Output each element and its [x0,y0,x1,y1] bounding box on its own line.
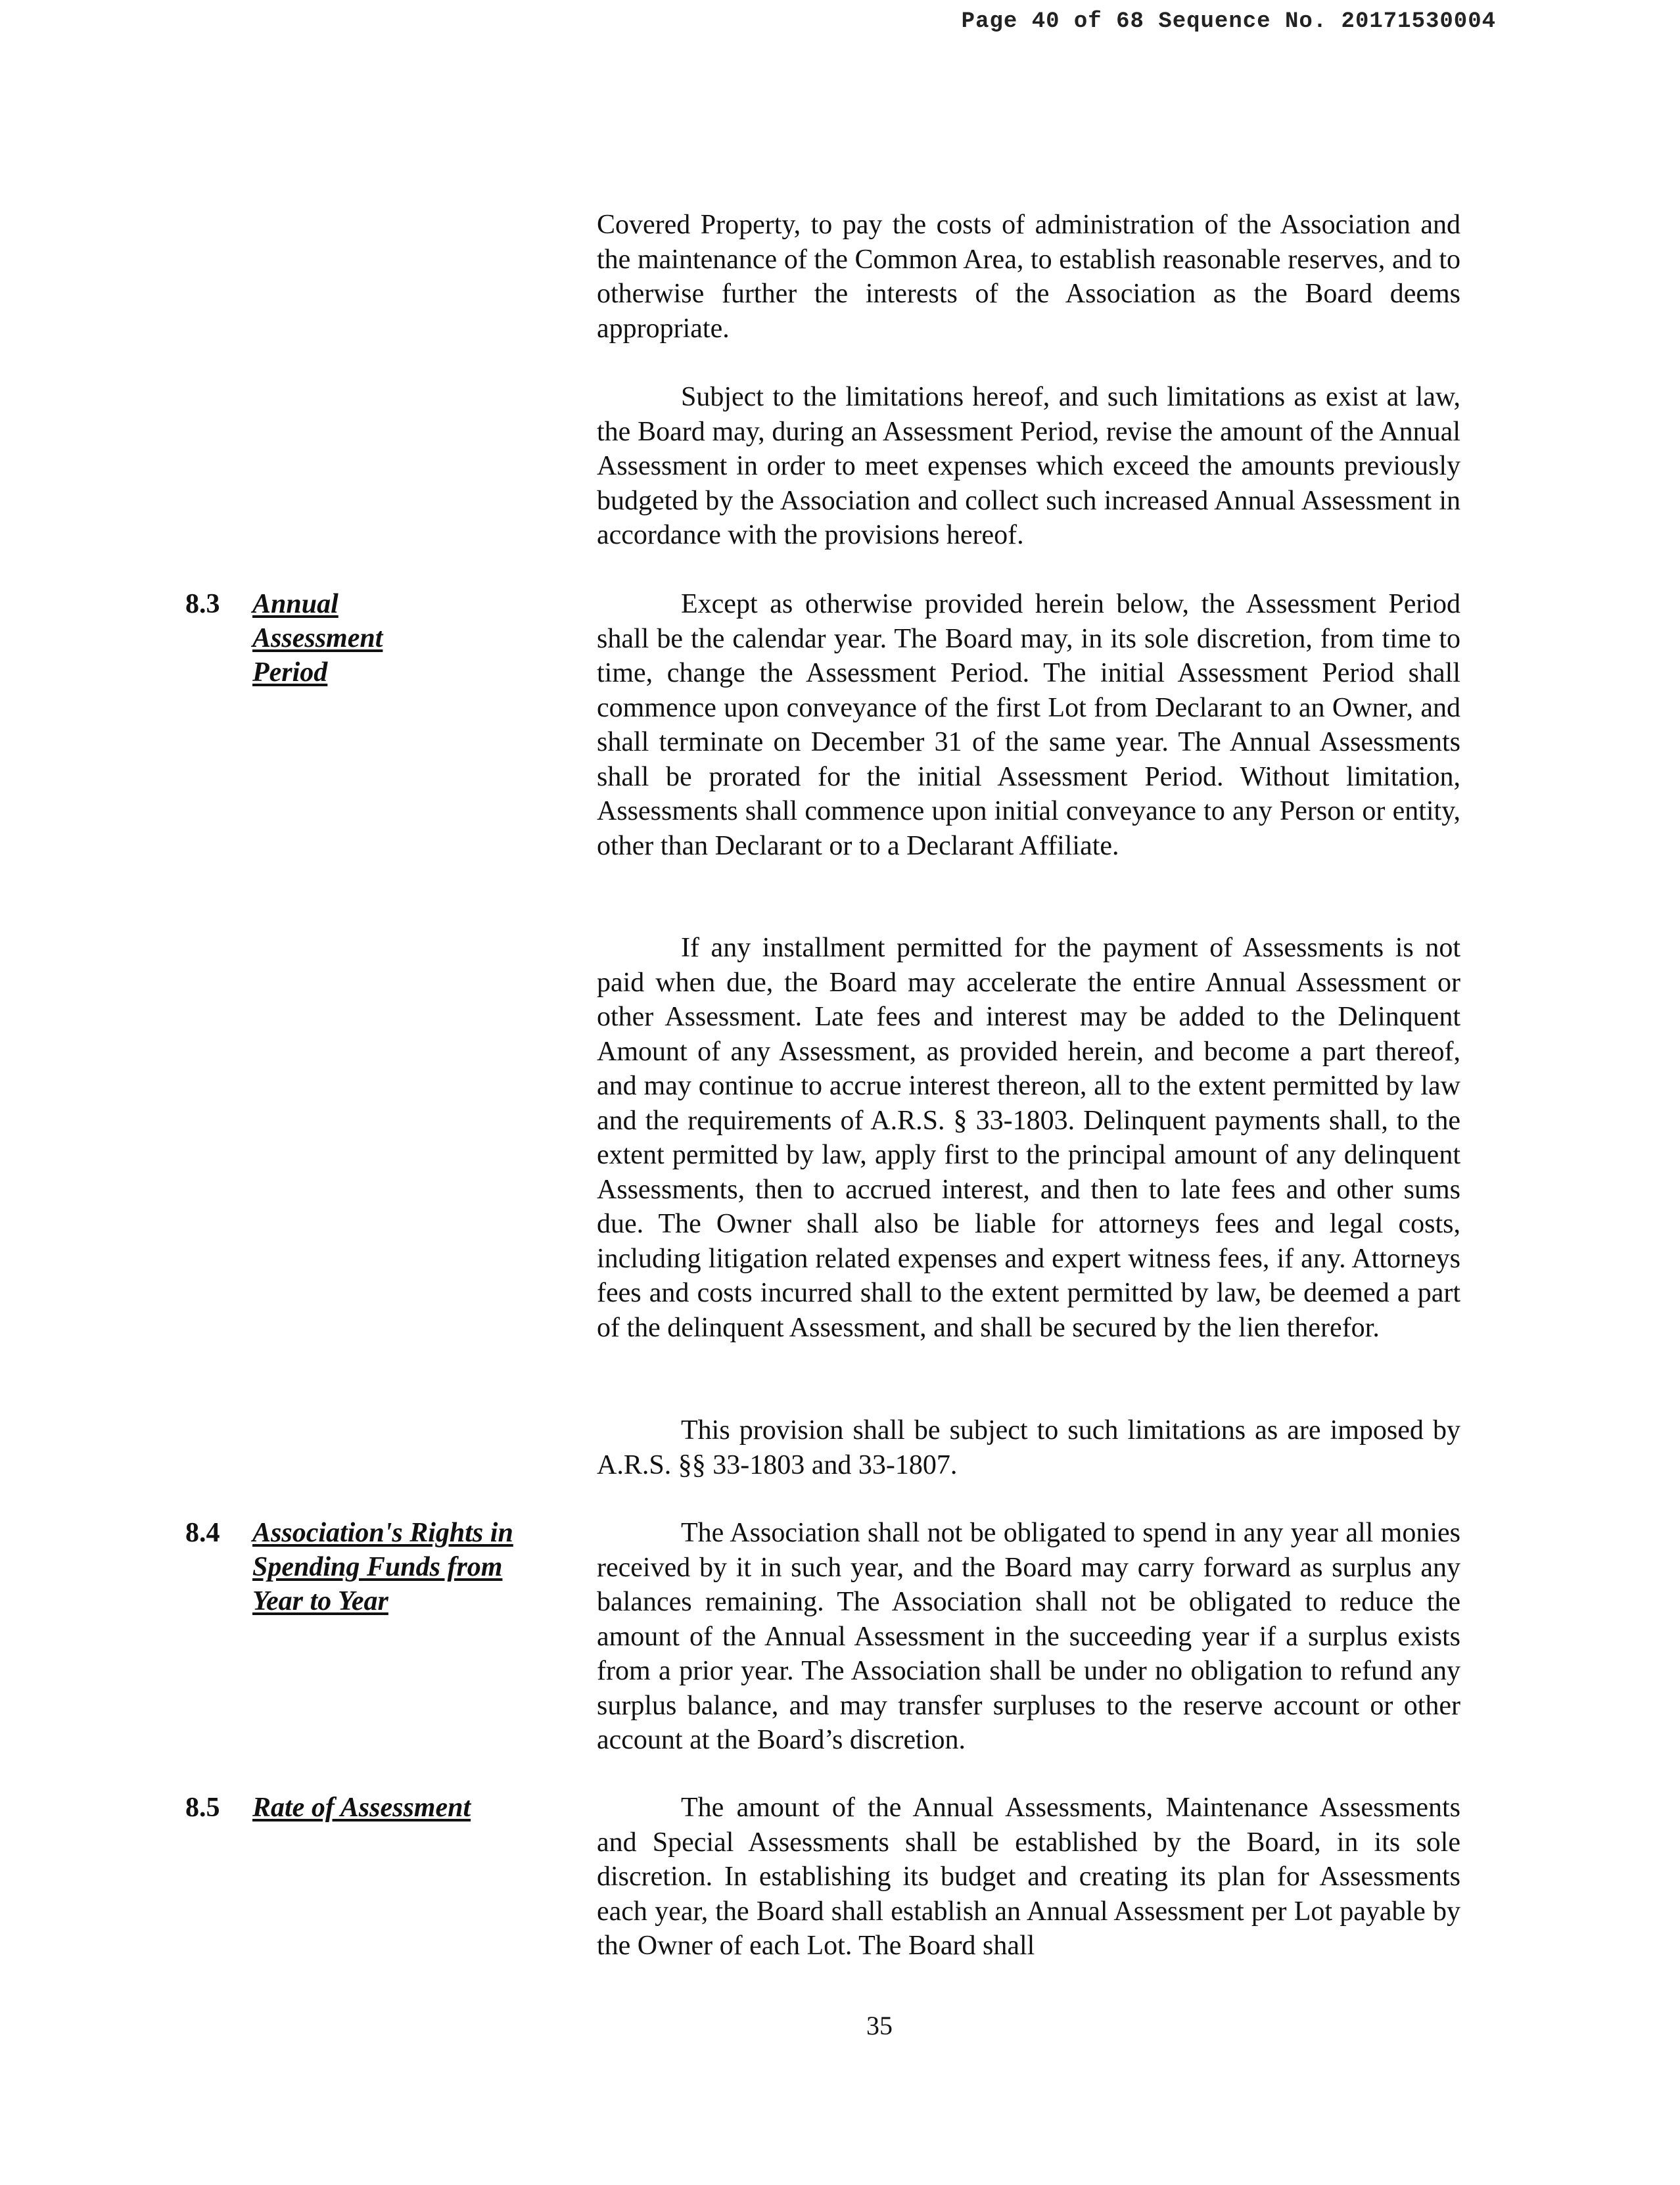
section-heading-8-4 [185,1516,553,1618]
section-heading-8-5 [185,1791,553,1825]
paragraph-continuation: Covered Property, to pay the costs of administration of the Association and the maintenance of the Common Area, to establish reasonable reserves, and to otherwise further the interests of the Association as the Board deems appropriate. [597,210,1460,344]
section-title: Annual Assessment Period [252,589,383,688]
paragraph-limitations: This provision shall be subject to such limitations as are imposed by A.R.S. §§ 33-1803 and 33-1807. [597,1415,1460,1480]
page-number: 35 [866,2011,893,2040]
page-header: Page 40 of 68 Sequence No. 20171530004 [961,9,1496,34]
section-number: 8.4 [185,1518,220,1548]
section-number: 8.3 [185,589,220,619]
paragraph-8-3: Except as otherwise provided herein below, the Assessment Period shall be the calendar year. The Board may, in its sole discretion, from time to time, change the Assessment Period. The initial Assessment Period shall commence upon conveyance of the first Lot from Declarant to an Owner, and shall terminate on December 31 of the same year. The Annual Assessments shall be prorated for the initial Assessment Period. Without limitation, Assessments shall commence upon initial conveyance to any Person or entity, other than Declarant or to a Declarant Affiliate. [597,589,1460,861]
paragraph-8-4: The Association shall not be obligated to spend in any year all monies received by it in such year, and the Board may carry forward as surplus any balances remaining. The Association shall not be obligated to reduce the amount of the Annual Assessment in the succeeding year if a surplus exists from a prior year. The Association shall be under no obligation to refund any surplus balance, and may transfer surpluses to the reserve account or other account at the Board’s discretion. [597,1518,1460,1755]
section-heading-8-3 [185,587,553,690]
section-title: Rate of Assessment [252,1793,471,1823]
section-title: Association's Rights in Spending Funds from Year to Year [252,1518,513,1616]
paragraph-installments: If any installment permitted for the payment of Assessments is not paid when due, the Board may accelerate the entire Annual Assessment or other Assessment. Late fees and interest may be added to the Delinquent Amount of any Assessment, as provided herein, and become a part thereof, and may continue to accrue interest thereon, all to the extent permitted by law and the requirements of A.R.S. § 33-1803. Delinquent payments shall, to the extent permitted by law, apply first to the principal amount of any delinquent Assessments, then to accrued interest, and then to late fees and other sums due. The Owner shall also be liable for attorneys fees and legal costs, including litigation related expenses and expert witness fees, if any. Attorneys fees and costs incurred shall to the extent permitted by law, be deemed a part of the delinquent Assessment, and shall be secured by the lien therefor. [597,933,1460,1343]
paragraph-revise-assessment: Subject to the limitations hereof, and such limitations as exist at law, the Board may, during an Assessment Period, revise the amount of the Annual Assessment in order to meet expenses which exceed the amounts previously budgeted by the Association and collect such increased Annual Assessment in accordance with the provisions hereof. [597,382,1460,550]
paragraph-8-5: The amount of the Annual Assessments, Maintenance Assessments and Special Assessments shall be established by the Board, in its sole discretion. In establishing its budget and creating its plan for Assessments each year, the Board shall establish an Annual Assessment per Lot payable by the Owner of each Lot. The Board shall [597,1793,1460,1961]
section-number: 8.5 [185,1793,220,1823]
